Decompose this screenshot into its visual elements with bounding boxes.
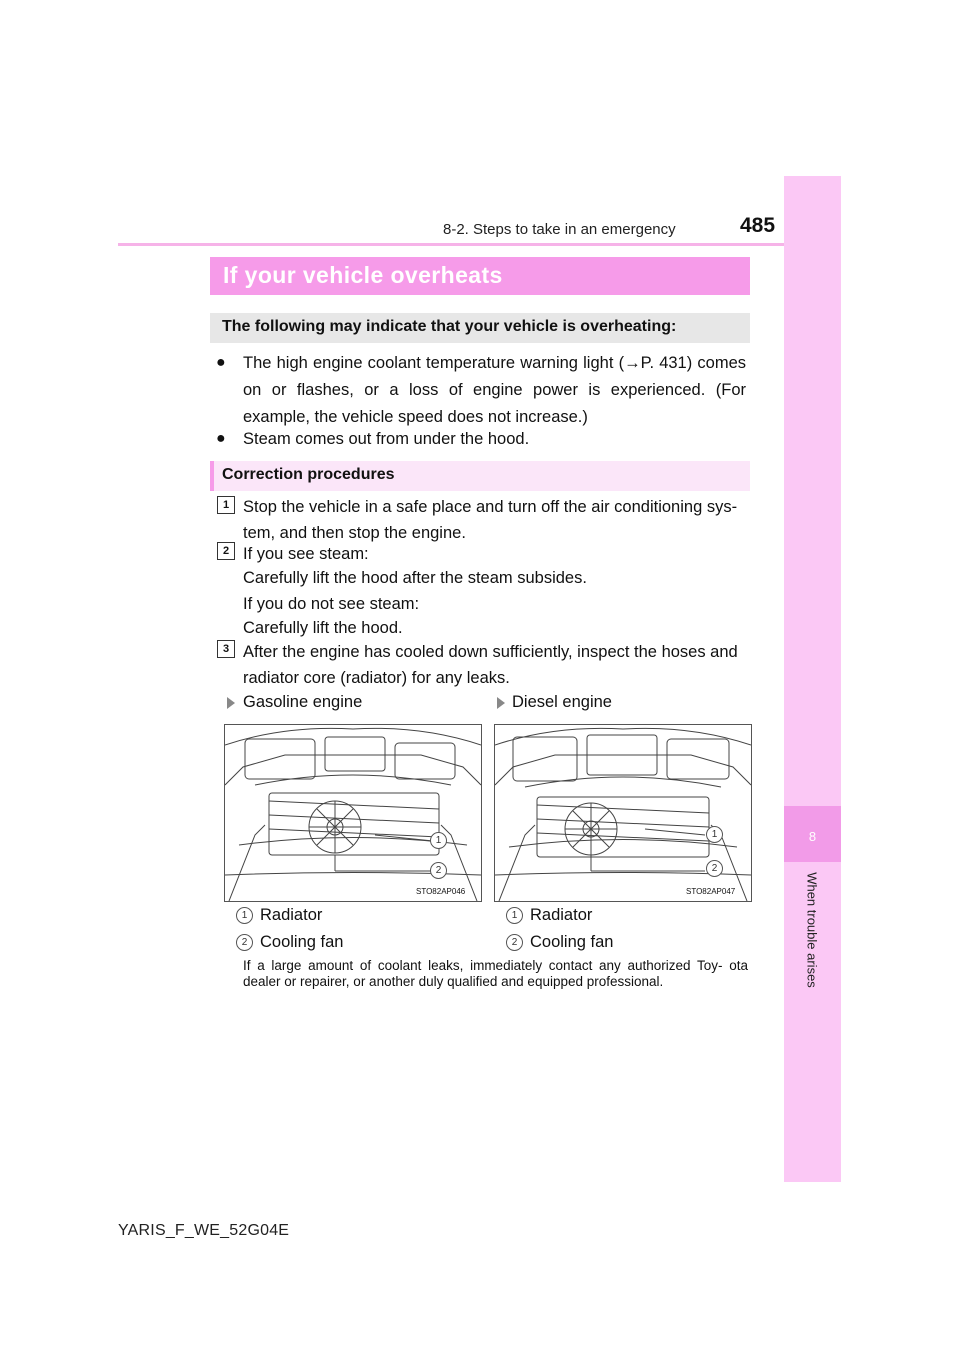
figure-callout-2: 2 (430, 862, 447, 879)
legend-label: Cooling fan (530, 933, 614, 951)
figure-caption: Gasoline engine (243, 693, 363, 711)
legend-number: 2 (506, 934, 523, 951)
step-number-badge: 1 (217, 496, 235, 514)
bullet-icon: ● (216, 430, 226, 447)
step-2-text-b1: If you do not see steam: (243, 595, 420, 613)
legend-label: Radiator (530, 906, 593, 924)
step-number-badge: 2 (217, 542, 235, 560)
chapter-title: When trouble arises (804, 872, 820, 988)
figure-callout-2: 2 (706, 860, 723, 877)
running-header-section: 8-2. Steps to take in an emergency (443, 221, 676, 238)
chapter-side-strip (784, 176, 841, 1182)
figure-callout-1: 1 (706, 826, 723, 843)
triangle-marker-icon (497, 697, 505, 709)
correction-heading: Correction procedures (222, 466, 395, 483)
legend-number: 1 (236, 907, 253, 924)
step-2-text-a2: Carefully lift the hood after the steam subsides. (243, 569, 587, 587)
chapter-number: 8 (808, 829, 817, 844)
legend-label: Radiator (260, 906, 323, 924)
page-number: 485 (740, 214, 776, 237)
document-code: YARIS_F_WE_52G04E (118, 1222, 290, 1239)
bullet-text: Steam comes out from under the hood. (243, 430, 530, 448)
figure-caption: Diesel engine (512, 693, 612, 711)
step-1-text: Stop the vehicle in a safe place and turn off the air conditioning sys- tem, and then stop the engine. (243, 498, 738, 542)
legend-number: 2 (236, 934, 253, 951)
triangle-marker-icon (227, 697, 235, 709)
figure-callout-1: 1 (430, 832, 447, 849)
header-rule (118, 243, 784, 246)
image-code: STO82AP047 (686, 887, 736, 896)
step-number-badge: 3 (217, 640, 235, 658)
step-3-text: After the engine has cooled down sufficiently, inspect the hoses and radiator core (radiator) for any leaks. (243, 643, 738, 687)
step-2-text-a1: If you see steam: (243, 545, 369, 563)
indication-heading: The following may indicate that your vehicle is overheating: (222, 318, 677, 335)
page-title: If your vehicle overheats (223, 262, 503, 288)
step-2-text-b2: Carefully lift the hood. (243, 619, 403, 637)
legend-number: 1 (506, 907, 523, 924)
legend-label: Cooling fan (260, 933, 344, 951)
image-code: STO82AP046 (416, 887, 466, 896)
coolant-leak-note: If a large amount of coolant leaks, immediately contact any authorized Toy- ota dealer or repairer, or another duly qualified and equipped professional. (243, 958, 748, 989)
bullet-text: The high engine coolant temperature warning light (→P. 431) comes on or flashes, or a loss of engine power is experienced. (For example, the vehicle speed does not increase.) (243, 354, 746, 426)
bullet-icon: ● (216, 354, 226, 371)
